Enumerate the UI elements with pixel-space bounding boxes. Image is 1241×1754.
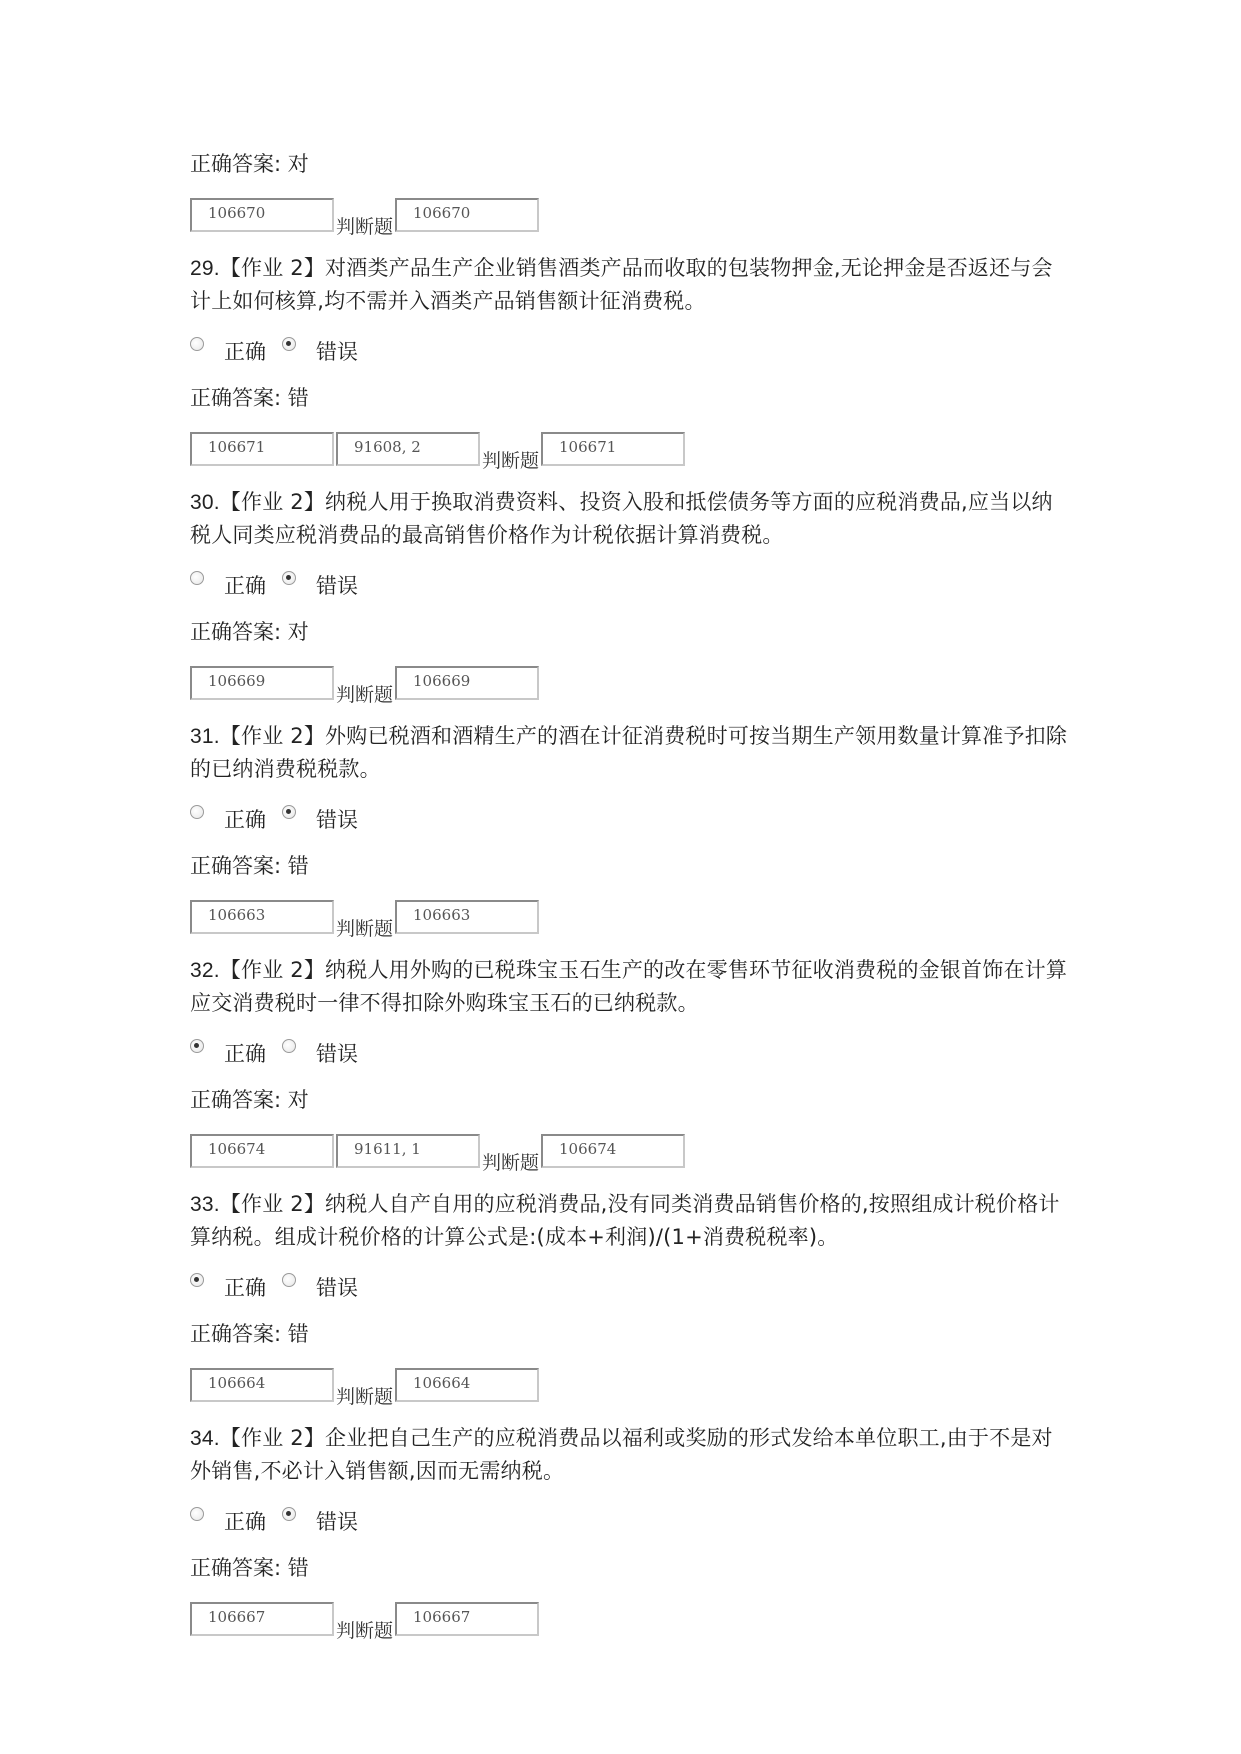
answer-options xyxy=(190,1506,1070,1536)
correct-answer-line xyxy=(190,618,1070,646)
question-id-field[interactable]: 106671 xyxy=(190,432,334,466)
answer-prefix: 正确答案: xyxy=(190,386,282,410)
id-row xyxy=(190,894,1070,940)
question-body: 纳税人用于换取消费资料、投资入股和抵偿债务等方面的应税消费品,应当以纳税人同类应税消费品的最高销售价格作为计税依据计算消费税。 xyxy=(190,490,1053,547)
question-id-field[interactable]: 106670 xyxy=(190,198,334,232)
question-text xyxy=(190,486,1070,552)
assignment-tag: 【作业 2】 xyxy=(219,256,326,280)
option-false-label: 错误 xyxy=(316,808,358,832)
question-id-field[interactable]: 106674 xyxy=(190,1134,334,1168)
question-type-label: 判断题 xyxy=(336,1386,394,1408)
question-id-field[interactable]: 106669 xyxy=(395,666,539,700)
answer-options xyxy=(190,1272,1070,1302)
question-type-label: 判断题 xyxy=(336,216,394,238)
id-row xyxy=(190,426,1070,472)
option-true-label: 正确 xyxy=(224,808,266,832)
question-number: 29. xyxy=(190,257,220,280)
question-text xyxy=(190,1422,1070,1488)
question-block xyxy=(190,486,1070,706)
question-list xyxy=(190,150,1070,1642)
id-row xyxy=(190,1596,1070,1642)
option-true-radio[interactable] xyxy=(190,571,204,585)
correct-answer-line xyxy=(190,1554,1070,1582)
option-false-radio[interactable] xyxy=(282,571,296,585)
answer-options xyxy=(190,1038,1070,1068)
correct-answer-line xyxy=(190,852,1070,880)
question-block xyxy=(190,1188,1070,1408)
question-text xyxy=(190,954,1070,1020)
option-true-label: 正确 xyxy=(224,340,266,364)
option-true-radio[interactable] xyxy=(190,1039,204,1053)
option-true-radio[interactable] xyxy=(190,805,204,819)
question-id-field[interactable]: 106671 xyxy=(541,432,685,466)
question-type-label: 判断题 xyxy=(336,684,394,706)
question-number: 33. xyxy=(190,1193,220,1216)
assignment-tag: 【作业 2】 xyxy=(219,958,326,982)
question-number: 30. xyxy=(190,491,220,514)
option-false-label: 错误 xyxy=(316,1510,358,1534)
answer-value: 错 xyxy=(287,1322,309,1346)
answer-prefix: 正确答案: xyxy=(190,1088,282,1112)
question-number: 34. xyxy=(190,1427,220,1450)
assignment-tag: 【作业 2】 xyxy=(219,1426,326,1450)
answer-options xyxy=(190,570,1070,600)
correct-answer-line xyxy=(190,1320,1070,1348)
question-text xyxy=(190,1188,1070,1254)
question-id-field[interactable]: 106674 xyxy=(541,1134,685,1168)
question-text xyxy=(190,720,1070,786)
question-number: 32. xyxy=(190,959,220,982)
assignment-tag: 【作业 2】 xyxy=(219,1192,326,1216)
id-row xyxy=(190,192,1070,238)
answer-prefix: 正确答案: xyxy=(190,1556,282,1580)
answer-value: 错 xyxy=(287,1556,309,1580)
question-body: 纳税人自产自用的应税消费品,没有同类消费品销售价格的,按照组成计税价格计算纳税。组成计税价格的计算公式是:(成本+利润)/(1+消费税税率)。 xyxy=(190,1192,1060,1249)
option-true-radio[interactable] xyxy=(190,1507,204,1521)
option-false-radio[interactable] xyxy=(282,337,296,351)
question-text xyxy=(190,252,1070,318)
assignment-tag: 【作业 2】 xyxy=(219,724,326,748)
answer-prefix: 正确答案: xyxy=(190,854,282,878)
question-block xyxy=(190,1422,1070,1642)
question-body: 对酒类产品生产企业销售酒类产品而收取的包装物押金,无论押金是否返还与会计上如何核算,均不需并入酒类产品销售额计征消费税。 xyxy=(190,256,1053,313)
id-row xyxy=(190,1362,1070,1408)
answer-value: 对 xyxy=(287,152,309,176)
question-body: 纳税人用外购的已税珠宝玉石生产的改在零售环节征收消费税的金银首饰在计算应交消费税时一律不得扣除外购珠宝玉石的已纳税款。 xyxy=(190,958,1068,1015)
option-false-label: 错误 xyxy=(316,1042,358,1066)
answer-prefix: 正确答案: xyxy=(190,620,282,644)
assignment-tag: 【作业 2】 xyxy=(219,490,326,514)
correct-answer-line xyxy=(190,384,1070,412)
question-id-field[interactable]: 106670 xyxy=(395,198,539,232)
questions-container xyxy=(190,252,1070,1642)
option-false-radio[interactable] xyxy=(282,805,296,819)
correct-answer-line xyxy=(190,150,1070,178)
question-body: 外购已税酒和酒精生产的酒在计征消费税时可按当期生产领用数量计算准予扣除的已纳消费税税款。 xyxy=(190,724,1068,781)
question-id-field[interactable]: 106667 xyxy=(190,1602,334,1636)
option-false-radio[interactable] xyxy=(282,1507,296,1521)
answer-prefix: 正确答案: xyxy=(190,152,282,176)
option-false-label: 错误 xyxy=(316,574,358,598)
question-id-field[interactable]: 106664 xyxy=(395,1368,539,1402)
answer-value: 错 xyxy=(287,386,309,410)
question-id-field[interactable]: 91611, 1 xyxy=(336,1134,480,1168)
question-id-field[interactable]: 106663 xyxy=(395,900,539,934)
answer-value: 错 xyxy=(287,854,309,878)
option-false-radio[interactable] xyxy=(282,1273,296,1287)
option-false-radio[interactable] xyxy=(282,1039,296,1053)
question-body: 企业把自己生产的应税消费品以福利或奖励的形式发给本单位职工,由于不是对外销售,不必计入销售额,因而无需纳税。 xyxy=(190,1426,1053,1483)
question-28-tail xyxy=(190,150,1070,238)
question-block xyxy=(190,720,1070,940)
answer-value: 对 xyxy=(287,620,309,644)
answer-options xyxy=(190,804,1070,834)
id-row xyxy=(190,1128,1070,1174)
question-id-field[interactable]: 106667 xyxy=(395,1602,539,1636)
id-row xyxy=(190,660,1070,706)
answer-prefix: 正确答案: xyxy=(190,1322,282,1346)
question-id-field[interactable]: 106669 xyxy=(190,666,334,700)
option-true-radio[interactable] xyxy=(190,1273,204,1287)
answer-value: 对 xyxy=(287,1088,309,1112)
question-type-label: 判断题 xyxy=(336,1620,394,1642)
question-block xyxy=(190,954,1070,1174)
correct-answer-line xyxy=(190,1086,1070,1114)
question-type-label: 判断题 xyxy=(482,450,540,472)
option-true-label: 正确 xyxy=(224,1510,266,1534)
question-type-label: 判断题 xyxy=(336,918,394,940)
option-true-radio[interactable] xyxy=(190,337,204,351)
question-block xyxy=(190,252,1070,472)
question-id-field[interactable]: 106663 xyxy=(190,900,334,934)
option-true-label: 正确 xyxy=(224,1276,266,1300)
answer-options xyxy=(190,336,1070,366)
option-true-label: 正确 xyxy=(224,1042,266,1066)
question-type-label: 判断题 xyxy=(482,1152,540,1174)
question-id-field[interactable]: 91608, 2 xyxy=(336,432,480,466)
option-true-label: 正确 xyxy=(224,574,266,598)
option-false-label: 错误 xyxy=(316,340,358,364)
option-false-label: 错误 xyxy=(316,1276,358,1300)
question-number: 31. xyxy=(190,725,220,748)
question-id-field[interactable]: 106664 xyxy=(190,1368,334,1402)
